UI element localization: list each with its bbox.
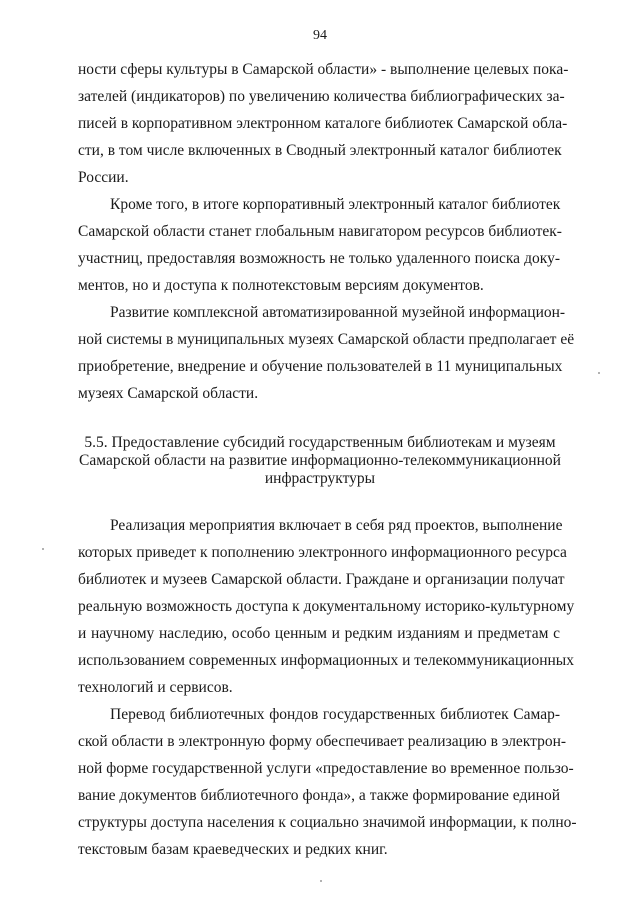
paragraph-1-line-5: России. [78,169,129,186]
paragraph-4-line-4: реальную возможность доступа к документальному историко-культурному [78,598,575,615]
paragraph-5-line-6: текстовым базам краеведческих и редких книг. [78,841,388,858]
paragraph-4-line-1: Реализация мероприятия включает в себя ряд проектов, выполнение [110,517,563,534]
paragraph-1-line-1: ности сферы культуры в Самарской области» - выполнение целевых пока- [78,61,569,78]
paragraph-2-line-3: участниц, предоставляя возможность не только удаленного поиска доку- [78,250,560,267]
paragraph-4-line-2: которых приведет к пополнению электронного информационного ресурса [78,544,567,561]
paragraph-4-line-5: и научному наследию, особо ценным и редким изданиям и предметам с [78,625,560,642]
paragraph-3-line-3: приобретение, внедрение и обучение пользователей в 11 муниципальных [78,358,563,375]
paragraph-5-line-5: структуры доступа населения к социально значимой информации, к полно- [78,814,577,831]
page-number: 94 [313,28,327,43]
paragraph-2-line-2: Самарской области станет глобальным навигатором ресурсов библиотек- [78,223,562,240]
paragraph-3-line-1: Развитие комплексной автоматизированной музейной информацион- [110,304,566,321]
section-heading-line-3: инфраструктуры [264,470,376,487]
paragraph-4-line-6: использованием современных информационных и телекоммуникационных [78,652,574,669]
paragraph-5-line-3: ной форме государственной услуги «предоставление во временное пользо- [78,760,574,777]
scan-speck [598,372,600,374]
paragraph-4-line-7: технологий и сервисов. [78,679,233,696]
paragraph-4-line-3: библиотек и музеев Самарской области. Граждане и организации получат [78,571,565,588]
paragraph-2-line-1: Кроме того, в итоге корпоративный электронный каталог библиотек [110,196,561,213]
section-heading-line-2: Самарской области на развитие информационно-телекоммуникационной [79,452,561,469]
paragraph-3-line-4: музеях Самарской области. [78,385,259,402]
paragraph-5-line-4: вание документов библиотечного фонда», а также формирование единой [78,787,560,804]
paragraph-2-line-4: ментов, но и доступа к полнотекстовым версиям документов. [78,277,484,294]
paragraph-5-line-1: Перевод библиотечных фондов государственных библиотек Самар- [110,706,560,723]
paragraph-5-line-2: ской области в электронную форму обеспечивает реализацию в электрон- [78,733,567,750]
paragraph-3-line-2: ной системы в муниципальных музеях Самарской области предполагает её [78,331,575,348]
paragraph-1-line-2: зателей (индикаторов) по увеличению количества библиографических за- [78,88,565,105]
paragraph-1-line-3: писей в корпоративном электронном каталоге библиотек Самарской обла- [78,115,568,132]
scan-speck [42,548,44,550]
scan-speck [320,880,322,882]
section-heading-line-1: 5.5. Предоставление субсидий государственным библиотекам и музеям [84,434,556,451]
paragraph-1-line-4: сти, в том числе включенных в Сводный электронный каталог библиотек [78,142,562,159]
